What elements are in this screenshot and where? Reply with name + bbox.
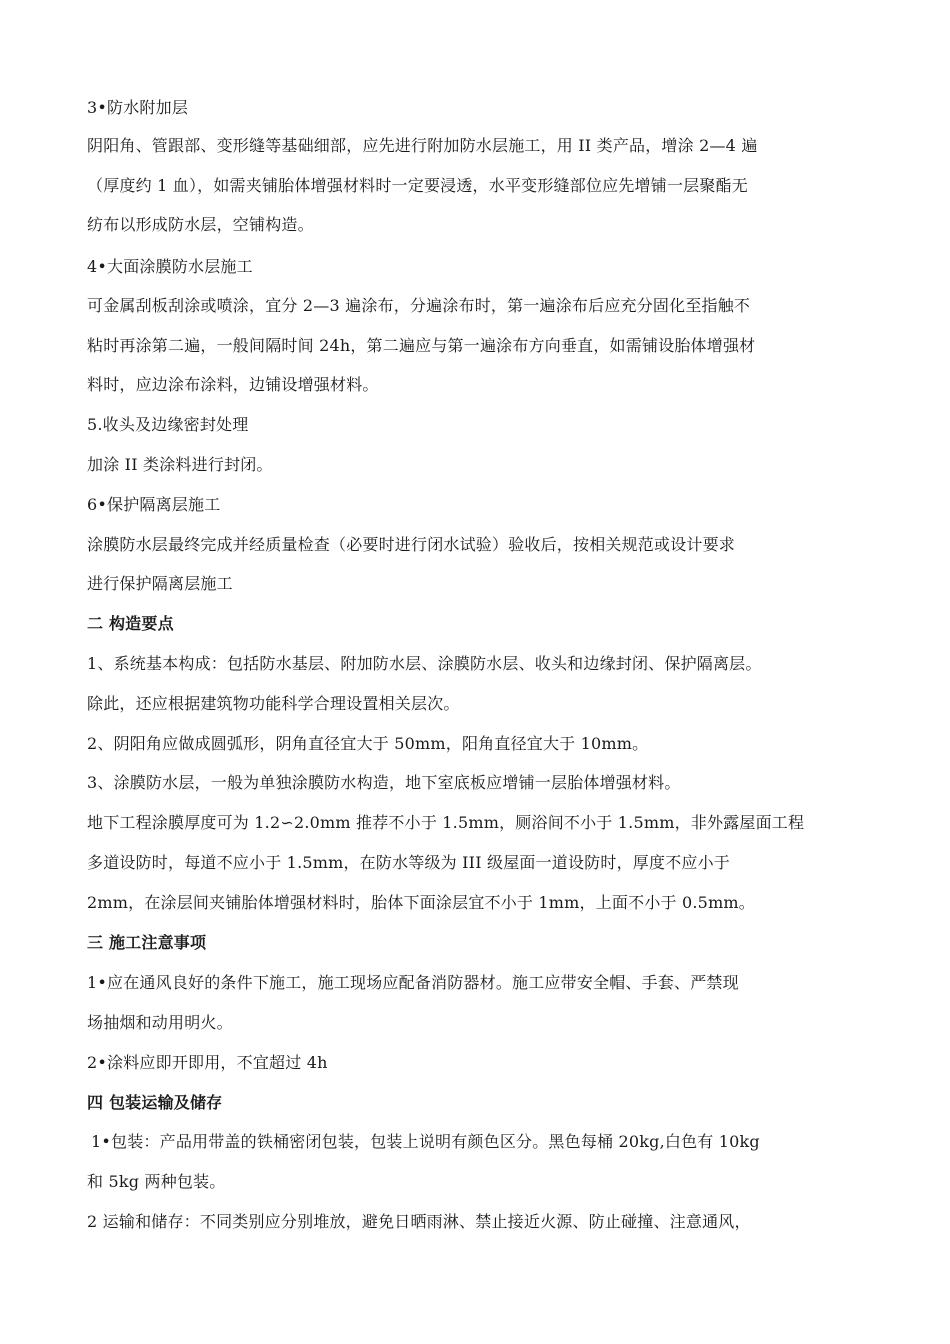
paragraph-line: 料时，应边涂布涂料，边铺设增强材料。 (87, 375, 379, 394)
paragraph-line: （厚度约 1 血），如需夹铺胎体增强材料时一定要浸透，水平变形缝部位应先增铺一层聚酯无 (87, 176, 748, 195)
paragraph-line: 粘时再涂第二遍，一般间隔时间 24h，第二遍应与第一遍涂布方向垂直，如需铺设胎体增强材 (87, 336, 756, 355)
paragraph-line: 除此，还应根据建筑物功能科学合理设置相关层次。 (87, 694, 460, 713)
paragraph-line: 1•包装：产品用带盖的铁桶密闭包装，包装上说明有颜色区分。黑色每桶 20kg,白色有 10kg (91, 1132, 760, 1151)
subheading-additional-layer: 3•防水附加层 (87, 98, 189, 117)
paragraph-line: 2 运输和储存：不同类别应分别堆放，避免日晒雨淋、禁止接近火源、防止碰撞、注意通风， (87, 1212, 751, 1231)
paragraph-line: 涂膜防水层最终完成并经质量检查（必要时进行闭水试验）验收后，按相关规范或设计要求 (87, 535, 736, 554)
paragraph-line: 1、系统基本构成：包括防水基层、附加防水层、涂膜防水层、收头和边缘封闭、保护隔离层。 (87, 654, 762, 673)
paragraph-line: 1•应在通风良好的条件下施工，施工现场应配备消防器材。施工应带安全帽、手套、严禁现 (87, 973, 739, 992)
subheading-protective-layer: 6•保护隔离层施工 (87, 495, 221, 514)
section-heading-precautions: 三 施工注意事项 (87, 933, 207, 952)
paragraph-line: 进行保护隔离层施工 (87, 574, 233, 593)
paragraph-line: 场抽烟和动用明火。 (87, 1013, 233, 1032)
paragraph-line: 2•涂料应即开即用，不宜超过 4h (87, 1053, 328, 1072)
paragraph-line: 纺布以形成防水层，空铺构造。 (87, 215, 314, 234)
subheading-main-coating: 4•大面涂膜防水层施工 (87, 257, 253, 276)
paragraph-line: 2、阴阳角应做成圆弧形，阴角直径宜大于 50mm，阳角直径宜大于 10mm。 (87, 734, 649, 753)
paragraph-line: 多道设防时，每道不应小于 1.5mm，在防水等级为 III 级屋面一道设防时，厚度不应小于 (87, 853, 731, 872)
paragraph-line: 可金属刮板刮涂或喷涂，宜分 2—3 遍涂布，分遍涂布时，第一遍涂布后应充分固化至指触不 (87, 296, 751, 315)
paragraph-line: 地下工程涂膜厚度可为 1.2∽2.0mm 推荐不小于 1.5mm，厕浴间不小于 1.5mm，非外露屋面工程 (87, 813, 805, 832)
paragraph-line: 和 5kg 两种包装。 (87, 1172, 226, 1191)
paragraph-line: 3、涂膜防水层，一般为单独涂膜防水构造，地下室底板应增铺一层胎体增强材料。 (87, 773, 681, 792)
subheading-edge-sealing: 5.收头及边缘密封处理 (87, 415, 249, 434)
section-heading-packaging: 四 包装运输及储存 (87, 1093, 223, 1112)
paragraph-line: 2mm，在涂层间夹铺胎体增强材料时，胎体下面涂层宜不小于 1mm，上面不小于 0.5mm。 (87, 893, 756, 912)
paragraph-line: 阴阳角、管跟部、变形缝等基础细部，应先进行附加防水层施工，用 II 类产品，增涂 2—4 遍 (87, 136, 758, 155)
section-heading-construction-points: 二 构造要点 (87, 614, 174, 633)
paragraph-line: 加涂 II 类涂料进行封闭。 (87, 455, 273, 474)
